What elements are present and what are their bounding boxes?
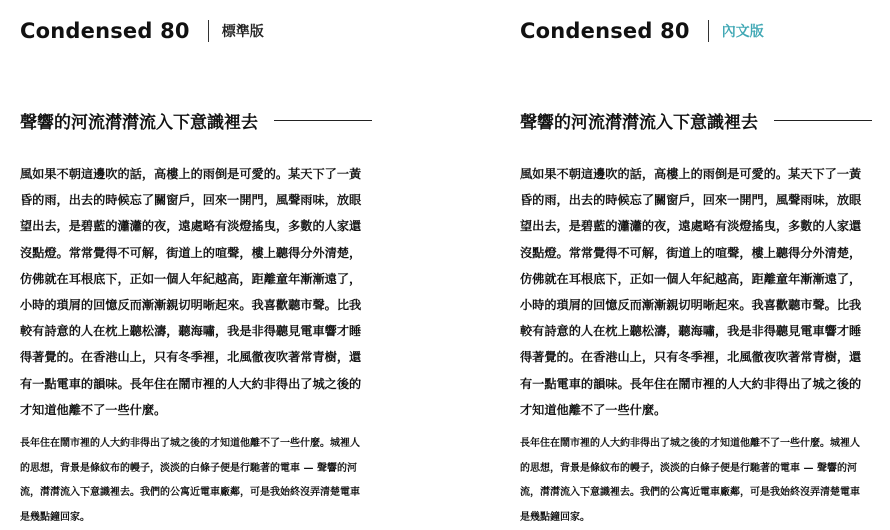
specimen-title: 聲響的河流潸潸流入下意識裡去 <box>20 112 258 133</box>
title-rule <box>274 120 372 121</box>
body-paragraph: 風如果不朝這邊吹的話，高樓上的雨倒是可愛的。某天下了一黃昏的雨，出去的時候忘了關窗戶，回來一開門，風聲雨味，放眼望出去，是碧藍的瀟瀟的夜，遠處略有淡燈搖曳，多數的人家還沒點燈。常常覺得不可解，街道上的喧聲，樓上聽得分外清楚，仿佛就在耳根底下，正如一個人年紀越高，距離童年漸漸遠了，小時的瑣屑的回憶反而漸漸親切明晰起來。我喜歡聽市聲。比我較有詩意的人在枕上聽松濤，聽海嘯，我是非得聽見電車響才睡得著覺的。在香港山上，只有冬季裡，北風徹夜吹著常青樹，還有一點電車的韻味。長年住在鬧市裡的人大約非得出了城之後的才知道他離不了一些什麼。 <box>20 167 362 417</box>
variant-label: 標準版 <box>221 24 264 40</box>
header-divider <box>708 20 709 42</box>
header-divider <box>208 20 209 42</box>
specimen-header <box>520 18 764 44</box>
title-row <box>520 108 872 132</box>
variant-label: 內文版 <box>721 24 764 40</box>
small-paragraph: 長年住在鬧市裡的人大約非得出了城之後的才知道他離不了一些什麼。城裡人的思想，背景是條紋布的幔子，淡淡的白條子便是行馳著的電車 — 聲響的河流，潸潸流入下意識裡去。我們的公寓近電車廠鄰，可是我始終沒弄清楚電車是幾點鐘回家。 <box>520 438 860 523</box>
small-paragraph: 長年住在鬧市裡的人大約非得出了城之後的才知道他離不了一些什麼。城裡人的思想，背景是條紋布的幔子，淡淡的白條子便是行馳著的電車 — 聲響的河流，潸潸流入下意識裡去。我們的公寓近電車廠鄰，可是我始終沒弄清楚電車是幾點鐘回家。 <box>20 438 360 523</box>
font-name: Condensed 80 <box>520 19 690 43</box>
body-paragraph: 風如果不朝這邊吹的話，高樓上的雨倒是可愛的。某天下了一黃昏的雨，出去的時候忘了關窗戶，回來一開門，風聲雨味，放眼望出去，是碧藍的瀟瀟的夜，遠處略有淡燈搖曳，多數的人家還沒點燈。常常覺得不可解，街道上的喧聲，樓上聽得分外清楚，仿佛就在耳根底下，正如一個人年紀越高，距離童年漸漸遠了，小時的瑣屑的回憶反而漸漸親切明晰起來。我喜歡聽市聲。比我較有詩意的人在枕上聽松濤，聽海嘯，我是非得聽見電車響才睡得著覺的。在香港山上，只有冬季裡，北風徹夜吹著常青樹，還有一點電車的韻味。長年住在鬧市裡的人大約非得出了城之後的才知道他離不了一些什麼。 <box>520 167 862 417</box>
specimen-header <box>20 18 264 44</box>
font-name: Condensed 80 <box>20 19 190 43</box>
specimen-title: 聲響的河流潸潸流入下意識裡去 <box>520 112 758 133</box>
title-row <box>20 108 372 132</box>
title-rule <box>774 120 872 121</box>
